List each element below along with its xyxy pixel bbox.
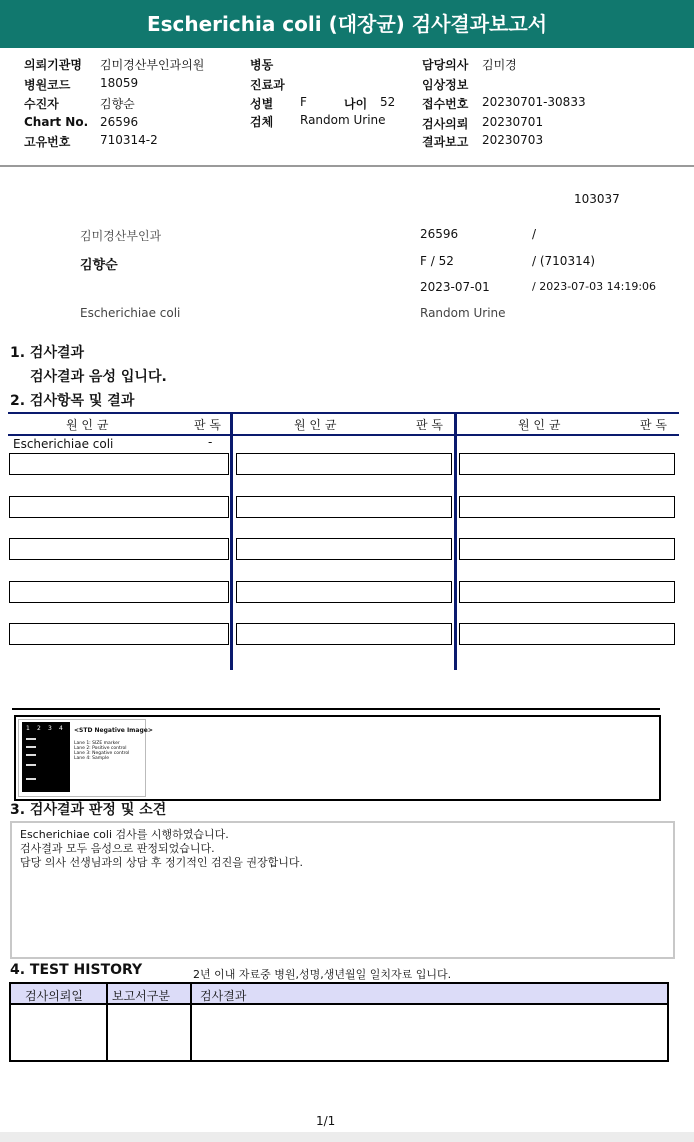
slip-chart: 26596 xyxy=(420,227,459,241)
section-1-text: 검사결과 음성 입니다. xyxy=(30,369,167,385)
uid-label: 고유번호 xyxy=(24,135,71,149)
slip-slash: / xyxy=(532,227,537,241)
gel-band xyxy=(26,778,36,780)
result-organism: Escherichiae coli xyxy=(13,437,114,451)
history-col-divider-1 xyxy=(106,984,108,1060)
receipt-label: 접수번호 xyxy=(422,97,469,111)
section-1-title: 1. 검사결과 xyxy=(10,345,85,361)
code-label: 병원코드 xyxy=(24,78,71,92)
result-box xyxy=(236,623,452,645)
page-bottom-bar xyxy=(0,1132,694,1142)
history-col-type: 보고서구분 xyxy=(112,989,170,1003)
gel-lane-3: 3 xyxy=(48,725,52,732)
result-box xyxy=(9,496,229,518)
chart-label: Chart No. xyxy=(24,115,89,129)
ward-label: 병동 xyxy=(250,58,274,72)
results-table-header xyxy=(8,412,679,436)
client-value: 김미경산부인과의원 xyxy=(100,58,205,72)
patient-value: 김향순 xyxy=(100,97,135,111)
result-box xyxy=(459,496,675,518)
col-organism-1: 원 인 균 xyxy=(66,418,109,432)
doctor-value: 김미경 xyxy=(482,58,517,72)
history-col-date: 검사의뢰일 xyxy=(25,989,83,1003)
col-organism-3: 원 인 균 xyxy=(518,418,561,432)
client-label: 의뢰기관명 xyxy=(24,58,82,72)
table-divider-2 xyxy=(454,412,457,670)
col-judgment-1: 판 독 xyxy=(194,418,221,432)
col-judgment-3: 판 독 xyxy=(640,418,667,432)
history-col-result: 검사결과 xyxy=(200,989,247,1003)
specimen-label: 검체 xyxy=(250,115,274,129)
slip-date: 2023-07-01 xyxy=(420,280,490,294)
result-box xyxy=(236,496,452,518)
slip-sexage: F / 52 xyxy=(420,254,454,268)
gel-band xyxy=(26,746,36,748)
sex-label: 성별 xyxy=(250,97,274,111)
result-box xyxy=(236,538,452,560)
gel-lane-4: 4 xyxy=(59,725,63,732)
section-4-title: 4. TEST HISTORY xyxy=(10,962,143,978)
report-label: 결과보고 xyxy=(422,135,469,149)
dept-label: 진료과 xyxy=(250,78,285,92)
report-title: Escherichia coli (대장균) 검사결과보고서 xyxy=(146,12,548,36)
gel-title: <STD Negative Image> xyxy=(74,727,153,734)
section-2-title: 2. 검사항목 및 결과 xyxy=(10,393,135,409)
gel-legend-3: Lane 3: Negative control xyxy=(74,751,130,756)
result-box xyxy=(459,453,675,475)
col-organism-2: 원 인 균 xyxy=(294,418,337,432)
slip-report-time: / 2023-07-03 14:19:06 xyxy=(532,280,657,293)
result-box xyxy=(9,453,229,475)
age-value: 52 xyxy=(380,95,396,109)
gel-lane-2: 2 xyxy=(37,725,41,732)
gel-lane-1: 1 xyxy=(26,725,30,732)
result-box xyxy=(236,581,452,603)
slip-name: 김향순 xyxy=(80,258,118,273)
gel-legend-1: Lane 1: SIZE marker xyxy=(74,741,120,746)
result-box xyxy=(236,453,452,475)
sex-value: F xyxy=(300,95,307,109)
patient-label: 수진자 xyxy=(24,97,59,111)
divider-line xyxy=(12,708,660,710)
gel-band xyxy=(26,764,36,766)
section-4-note: 2년 이내 자료중 병원,성명,생년월일 일치자료 입니다. xyxy=(193,968,452,981)
opinion-line-1: Escherichiae coli 검사를 시행하였습니다. xyxy=(20,828,229,841)
slip-code: 103037 xyxy=(574,192,620,206)
report-header xyxy=(0,0,694,48)
result-box xyxy=(9,581,229,603)
age-label: 나이 xyxy=(344,97,368,111)
result-box xyxy=(459,538,675,560)
slip-specimen: Random Urine xyxy=(420,306,506,320)
gel-legend-2: Lane 2: Positive control xyxy=(74,746,127,751)
specimen-value: Random Urine xyxy=(300,113,386,127)
chart-value: 26596 xyxy=(100,115,139,129)
opinion-line-2: 검사결과 모두 음성으로 판정되었습니다. xyxy=(20,842,215,855)
gel-image xyxy=(22,722,70,792)
doctor-label: 담당의사 xyxy=(422,58,469,72)
opinion-box xyxy=(10,821,675,959)
page-number: 1/1 xyxy=(316,1114,336,1128)
gel-band xyxy=(26,754,36,756)
slip-birth: / (710314) xyxy=(532,254,596,268)
code-value: 18059 xyxy=(100,76,139,90)
history-table xyxy=(9,982,669,1062)
opinion-text xyxy=(20,828,303,870)
clinical-label: 임상정보 xyxy=(422,78,469,92)
patient-info xyxy=(0,48,694,167)
result-judgment: - xyxy=(208,435,213,449)
result-box xyxy=(459,581,675,603)
history-col-divider-2 xyxy=(190,984,192,1060)
result-box xyxy=(9,538,229,560)
result-box xyxy=(9,623,229,645)
table-divider-1 xyxy=(230,412,233,670)
col-judgment-2: 판 독 xyxy=(416,418,443,432)
gel-legend-4: Lane 4: Sample xyxy=(74,756,109,761)
section-3-title: 3. 검사결과 판정 및 소견 xyxy=(10,802,167,818)
request-value: 20230701 xyxy=(482,115,544,129)
report-value: 20230703 xyxy=(482,133,544,147)
slip-test: Escherichiae coli xyxy=(80,306,181,320)
result-box xyxy=(459,623,675,645)
receipt-value: 20230701-30833 xyxy=(482,95,586,109)
history-header xyxy=(11,984,667,1005)
gel-band xyxy=(26,738,36,740)
opinion-line-3: 담당 의사 선생님과의 상담 후 정기적인 검진을 권장합니다. xyxy=(20,856,303,869)
request-label: 검사의뢰 xyxy=(422,117,469,131)
slip-clinic: 김미경산부인과 xyxy=(80,229,162,243)
uid-value: 710314-2 xyxy=(100,133,158,147)
